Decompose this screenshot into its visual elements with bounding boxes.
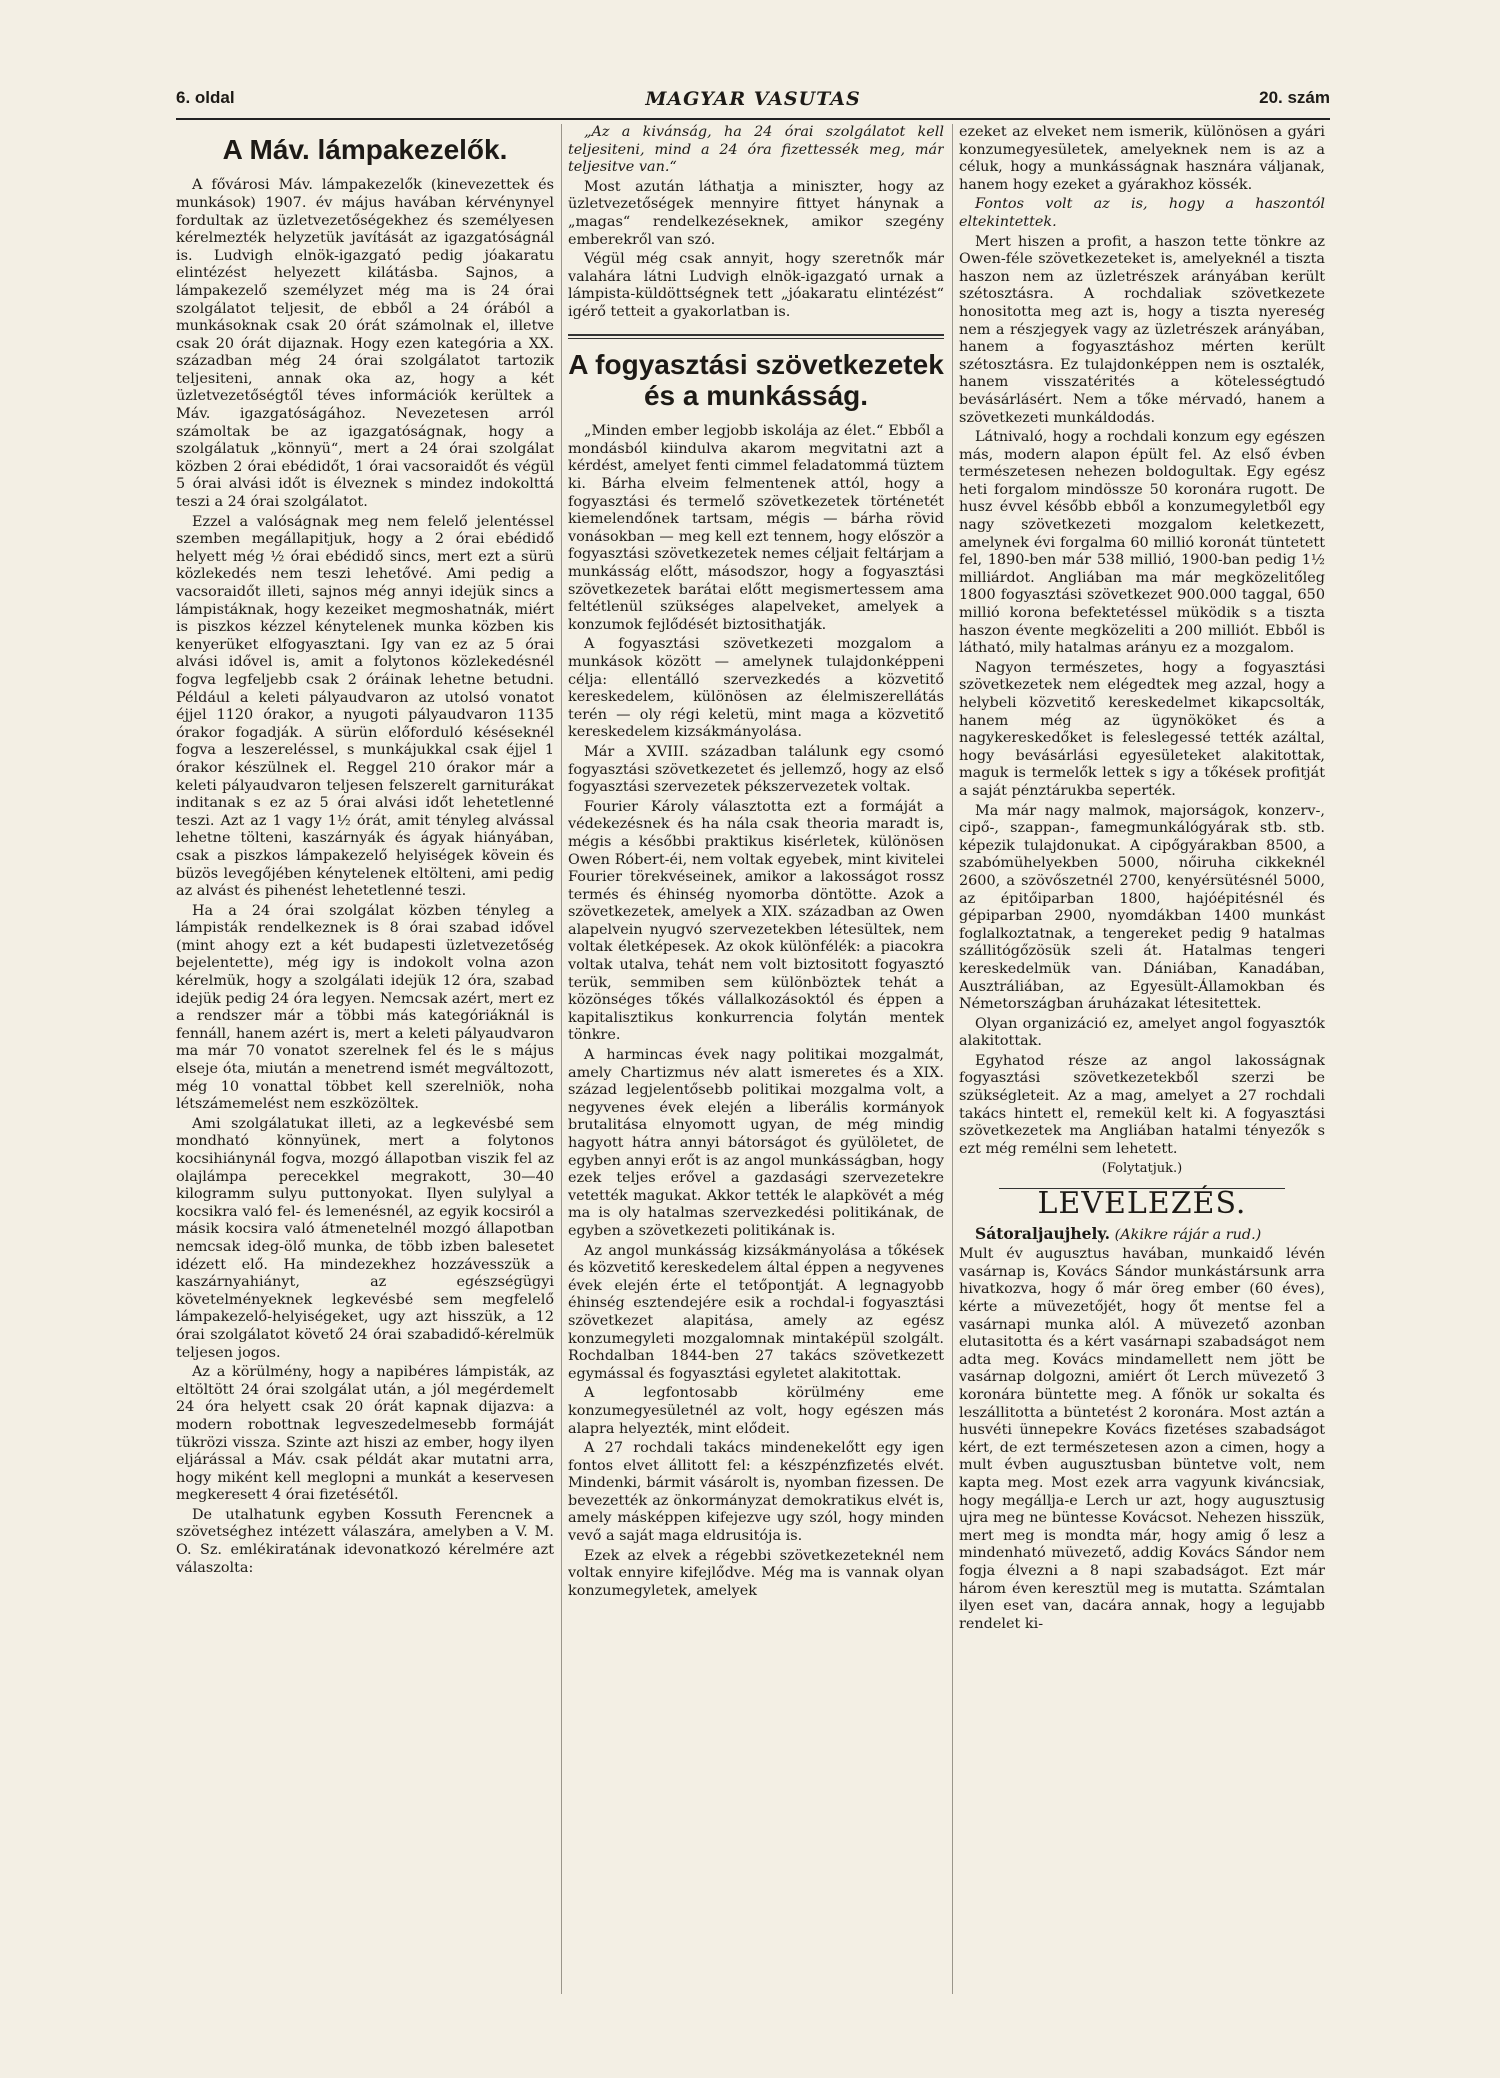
column-divider — [952, 124, 953, 1994]
paragraph: A harmincas évek nagy politikai mozgalmát, amely Chartizmus név alatt ismeretes és a XIX. század legjelentősebb politikai mozgalma volt, a negyvenes évek elején a liberális kormányok brutalitása elnyomott ugyan, de még mindig hagyott hátra annyi bátorságot és gyülöletet, de egyben annyi erőt is az angol munkásságban, hogy ezek teljes erővel a gazdasági szervezetekre vetették magukat. Akkor tették le alapkövét a még ma is oly hatalmas szervezkedési politikának, de egyben a szövetkezeti politikának is. — [568, 1047, 944, 1239]
letter-heading — [959, 1225, 1325, 1245]
paragraph: Ha a 24 órai szolgálat közben tényleg a lámpisták rendelkeznek is 8 órai szabad idővel (mint ahogy ezt a két budapesti üzletvezetőség bejelentette), még igy is indokolt volna azon kérelmük, hogy a szolgálati idejük 12 óra, szabad idejük pedig 24 óra legyen. Nemcsak azért, mert ez a rendszer már a többi más kategóriáknál is fennáll, hanem azért is, mert a keleti pályaudvaron ma már 70 vonatot szerelnek fel és le s május elseje óta, miután a menetrend ismét megváltozott, még 10 vonattal többet kell szerelniök, noha létszámemelést nem eszközöltek. — [176, 902, 554, 1113]
paragraph: Fontos volt az is, hogy a haszontól eltekintettek. — [959, 196, 1325, 230]
paragraph: A fogyasztási szövetkezeti mozgalom a munkások között — amelynek tulajdonképpeni célja: ellentálló szervezkedés a közvetitő kereskedelem, különösen az élelmiszerellátás terén — oly régi keletü, mint maga a közvetitő kereskedelem kizsákmányolása. — [568, 636, 944, 741]
header-rule — [176, 118, 1330, 120]
paragraph: Végül még csak annyit, hogy szeretnők már valahára látni Ludvigh elnök-igazgató urnak a lámpista-küldöttségnek tett „jóakaratu elintézést“ igérő tetteit a gyakorlatban is. — [568, 251, 944, 320]
column-divider — [561, 124, 562, 1994]
column-2 — [568, 124, 944, 2038]
paragraph: „Minden ember legjobb iskolája az élet.“ Ebből a mondásból kiindulva akarom megvitatni azt a kérdést, amelyet fenti cimmel feladatommá tüztem ki. Bárha elveim felmentenek attól, hogy a fogyasztási és termelő szövetkezetek történetét kiemelendőnek tartsam, mégis — bárha rövid vonásokban — meg kell ezt tennem, hogy először a fogyasztási szövetkezetek nemes céljait feltárjam a munkásság előtt, másodszor, hogy a fogyasztási szövetkezetek barátai előtt megismertessem ama feltétlenül szükséges alapelveket, amelyek a konzumok fejlődését biztosithatják. — [568, 423, 944, 633]
paragraph: Ma már nagy malmok, majorságok, konzerv-, cipő-, szappan-, famegmunkálógyárak stb. stb. képezik tulajdonukat. A cipőgyárakban 8500, a szabómühelyekben 5000, nőiruha cikkeknél 2600, a szövőszetnél 2700, kenyérsütésnél 5000, az épitőiparban 1800, hajóépitésnél és gépiparban 2900, nyomdákban 1400 munkást foglalkoztatnak, a tengereket pedig 9 hatalmas szállitógőzösük szeli át. Hatalmas tengeri kereskedelmük van. Dániában, Kanadában, Ausztráliában, az Egyesült-Államokban és Németországban áruházakat létesitettek. — [959, 802, 1325, 1013]
section-title-levelezes: LEVELEZÉS. — [1037, 1186, 1247, 1222]
quote: „Az a kivánság, ha 24 órai szolgálatot kell teljesiteni, mind a 24 óra fizettessék meg, már teljesitve van.“ — [568, 124, 944, 176]
paragraph: Mert hiszen a profit, a haszon tette tönkre az Owen-féle szövetkezeteket is, amelyeknél a tiszta haszon nem az üzletrészek arányában került szétosztásra. A rochdaliak szövetkezete honositotta meg azt is, hogy a tiszta nyereség nem a részjegyek vagy az üzletrészek arányában, hanem a fogyasztáshoz mérten került szétosztásra. Ez tulajdonképpen nem is osztalék, hanem visszatérités a kötelességtudó bevásárlásért. Nem a tőke mérvadó, hanem a szövetkezeti munkáldodás. — [959, 233, 1325, 426]
paragraph: Ezzel a valóságnak meg nem felelő jelentéssel szemben megállapitjuk, hogy a 2 órai ebédidő helyett még ½ órai ebédidő sincs, mert ezt a sürü közlekedés nem teszi lehetővé. Ami pedig a vacsoraidőt illeti, sajnos még annyi idejük sincs a lámpistáknak, hogy kezeiket megmoshatnák, miért is piszkos kézzel kénytelenek munka közben kis kenyerüket elfogyasztani. Igy van ez az 5 órai alvási idővel is, amit a folytonos közlekedésnél fogva legfeljebb csak 2 óráinak lehetne betudni. Például a keleti pályaudvaron az utolsó vonatot éjjel 1120 órakor, a nyugoti pályaudvaron 1135 órakor fogadják. A sürün előforduló késéseknél fogva a leszereléssel, s munkájukkal csak éjjel 1 órakor készülnek el. Reggel 210 órakor már a keleti pályaudvaron teljesen felszerelt garniturákat inditanak s ez az 5 órai alvási időt lehetetlenné teszi. Azt az 1 vagy 1½ órát, amit tényleg alvással lehetne tölteni, kaszárnyák és ágyak hiányában, csak a piszkos lámpakezelő helyiségek kövein és büzös levegőjében kénytelenek eltölteni, ami pedig az alvást és pihenést lehetetlenné teszi. — [176, 513, 554, 900]
paragraph: Látnivaló, hogy a rochdali konzum egy egészen más, modern alapon épült fel. Az első évben természetesen nehezen boldogultak. Egy egész heti forgalom mindössze 50 koronára rugott. De husz évvel később ebből a konzumegyletből egy nagy szövetkezeti mozgalom keletkezett, amelynek évi forgalma 60 millió koronát tüntetett fel, 1890-ben már 538 millió, 1900-ban pedig 1½ milliárdot. Angliában ma már megközelitőleg 1800 fogyasztási szövetkezet 900.000 taggal, 650 millió korona befektetéssel müködik s a tiszta haszon évente megközeliti a 200 milliót. Ebből is látható, mily hatalmas arányu ez a mozgalom. — [959, 429, 1325, 657]
letter-body: Mult év augusztus havában, munkaidő lévén vasárnap is, Kovács Sándor munkástársunk arra hivatkozva, hogy ő már öreg ember (60 éves), kérte a müvezetőjét, hogy őt mentse fel a vasárnapi munka alól. A müvezető azonban elutasitotta és a kért vasárnapi szabadságot nem adta meg. Kovács mindamellett nem jött be vasárnap dolgozni, amiért őt Lerch müvezető 3 koronára büntette meg. A főnök ur sokalta és leszállitotta a büntetést 2 koronára. Most aztán a husvéti ünnepekre Kovács fizetéses szabadságot kért, de ezt természetesen azon a cimen, hogy a mult évben augusztusban büntetve volt, nem kapta meg. Most ezek arra vagyunk kiváncsiak, hogy megállja-e Lerch ur azt, hogy augusztusig ujra meg ne büntesse Kovácsot. Nehezen hisszük, mert meg is mondta már, hogy amig ő lesz a mindenható müvezető, addig Kovács Sándor nem fogja élvezni a 8 napi szabadságot. Ezt már három éven keresztül meg is mutatta. Számtalan ilyen eset van, dacára annak, hogy a legujabb rendelet ki- — [959, 1246, 1325, 1632]
paragraph: A 27 rochdali takács mindenekelőtt egy igen fontos elvet állitott fel: a készpénzfizetés elvét. Mindenki, bármit vásárolt is, nyomban fizessen. De bevezették az önkormányzat demokratikus elvét is, amely másképpen kifejezve ugy szól, hogy minden vevő a saját maga eldrusitója is. — [568, 1440, 944, 1545]
paragraph: Ami szolgálatukat illeti, az a legkevésbé sem mondható könnyünek, mert a folytonos kocsihiánynál fogva, mozgó állapotban viszik fel az olajlámpa perecekkel megrakott, 30—40 kilogramm sulyu puttonyokat. Ilyen sulylyal a kocsikra való fel- és lemenésnél, az egyik kocsiról a másik kocsira való átmenetelnél mozgó állapotban nemcsak ideg-ölő munka, de több izben balesetet idézett elő. Ha mindezekhez hozzávesszük a kaszárnyahiányt, az egészségügyi követelményeknek legkevésbé sem megfelelő lámpakezelő-helyiségeket, ugy azt hisszük, a 12 órai szolgálatot követő 24 órai szabadidő-kérelmük teljesen jogos. — [176, 1115, 554, 1361]
letter-note: (Akikre rájár a rud.) — [1114, 1226, 1262, 1243]
paragraph: Nagyon természetes, hogy a fogyasztási szövetkezetek nem elégedtek meg azzal, hogy a helybeli közvetitő kereskedelmet kikapcsolták, hanem még az ügynököket és a nagykereskedőket is feleslegessé tették azáltal, hogy bevásárlási egyesületeket alakitottak, maguk is termelők lettek s igy a tőkések profitját a saját pénztárukba seperték. — [959, 659, 1325, 799]
article-separator — [568, 334, 944, 339]
article-title-lampakezelok: A Máv. lámpakezelők. — [222, 134, 508, 165]
paragraph: Olyan organizáció ez, amelyet angol fogyasztók alakitottak. — [959, 1015, 1325, 1050]
paragraph: A fővárosi Máv. lámpakezelők (kinevezettek és munkások) 1907. év május havában kérvénynyel fordultak az üzletvezetőségekhez és személyesen kérelmezték helyzetük javítását az igazgatóságnál is. Ludvigh elnök-igazgató pedig jóakaratu elintézést helyezett kilátásba. Sajnos, a lámpakezelő személyzet még ma is 24 órai szolgálatot teljesit, de ebből a 24 órából a munkásoknak csak 20 órát számolnak el, illetve csak 20 órát dijaznak. Hogy ezen kategória a XX. században még 24 órai szolgálatot tartozik teljesiteni, annak oka az, hogy a két üzletvezetőségtől téves információk kerültek a Máv. igazgatóságához. Nevezetesen arról számoltak be az igazgatóságnak, hogy a szolgálatuk „könnyü“, mert a 24 órai szolgálat közben 2 órai ebédidőt, 1 órai vacsoraidőt és végül 5 órai alvási időt is élveznek s mindez indokolttá teszi a 24 órai szolgálatot. — [176, 177, 554, 511]
paragraph: Az angol munkásság kizsákmányolása a tőkések és közvetitő kereskedelem által éppen a negyvenes évek elején érte el tetőpontját. A legnagyobb éhinség esztendejére esik a rochdal-i fogyasztási szövetkezet alapitása, amely az egész konzumegyleti mozgalomnak mintaképül szolgált. Rochdalban 1844-ben 27 takács szövetkezett egymással és fogyasztási egyletet alakitottak. — [568, 1242, 944, 1382]
column-3 — [959, 124, 1325, 2038]
paragraph: A legfontosabb körülmény eme konzumegyesületnél az volt, hogy egészen más alapra helyezték, mint elődeit. — [568, 1385, 944, 1437]
newspaper-title: MAGYAR VASUTAS — [645, 88, 861, 110]
paragraph: ezeket az elveket nem ismerik, különösen a gyári konzumegyesületek, amelyeknek nem is az a céluk, hogy a munkásságnak hasznára váljanak, hanem hogy ezeket a gyárakhoz kössék. — [959, 124, 1325, 193]
paragraph: De utalhatunk egyben Kossuth Ferencnek a szövetséghez intézett válaszára, amelyben a V. M. O. Sz. emlékiratának idevonatkozó kérelmére azt válaszolta: — [176, 1506, 554, 1576]
page-number: 6. oldal — [176, 88, 235, 107]
paragraph: Egyhatod része az angol lakosságnak fogyasztási szövetkezetekből szerzi be szükségleteit. Az a mag, amelyet a 27 rochdali takács hintett el, remekül kelt ki. A fogyasztási szövetkezetek ma Angliában hatalmi tényezők s ezt még remélni sem lehetett. — [959, 1052, 1325, 1157]
issue-number: 20. szám — [1259, 88, 1330, 107]
column-1 — [176, 124, 554, 2038]
article-title-szovetkezetek: A fogyasztási szövetkezetek és a munkásság. — [568, 348, 944, 411]
paragraph: Fourier Károly választotta ezt a formáját a védekezésnek és ha nála csak theoria maradt is, mégis a későbbi praktikus kisérletek, különösen Owen Róbert-éi, nem voltak egyebek, mint kivitelei Fourier törekvéseinek, amikor a lakosságot rossz termés és éhinség nyomorba döntötte. Azok a szövetkezetek, amelyek a XIX. században az Owen alapelvein nyugvó szervezetekben létesültek, nem voltak életképesek. Az okok különfélék: a piacokra voltak utalva, tehát nem volt biztositott fogyasztó terük, semmiben sem különböztek tehát a közönséges tőkés vállalkozásoktól és éppen a kapitalisztikus konkurrencia folytán mentek tönkre. — [568, 798, 944, 1044]
running-head — [176, 88, 1330, 118]
letter-place: Sátoraljaujhely. — [975, 1223, 1111, 1243]
paragraph: Most azután láthatja a miniszter, hogy az üzletvezetőségek mennyire fittyet hánynak a „magas“ rendelkezéseknek, amikor szegény emberekről van szó. — [568, 178, 944, 248]
paragraph: Már a XVIII. században találunk egy csomó fogyasztási szövetkezetet és jellemző, hogy az első fogyasztási szervezetek pékszervezetek voltak. — [568, 743, 944, 796]
paragraph: Az a körülmény, hogy a napibéres lámpisták, az eltöltött 24 órai szolgálat után, a jól megérdemelt 24 óra helyett csak 20 órát kapnak dijazva: a modern robottnak legveszedelmesebb formáját tükrözi vissza. Szinte azt hiszi az ember, hogy ilyen eljárással a Máv. csak példát akar mutatni arra, hogy miként kell meglopni a munkát a keservesen megkeresett 4 órai fizetésétől. — [176, 1364, 554, 1504]
continued-note: (Folytatjuk.) — [1101, 1161, 1183, 1177]
paragraph: Ezek az elvek a régebbi szövetkezeteknél nem voltak ennyire kifejlődve. Még ma is vannak olyan konzumegyletek, amelyek — [568, 1547, 944, 1599]
